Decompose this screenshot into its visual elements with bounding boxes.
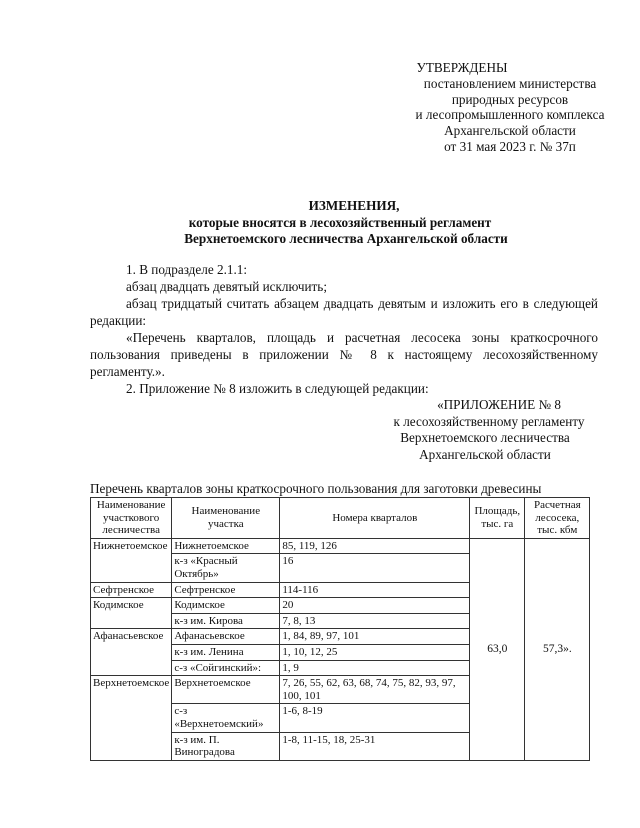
site-cell: Нижнетоемское <box>172 538 280 554</box>
header-quarters: Номера кварталов <box>280 498 470 539</box>
quarters-cell: 16 <box>280 554 470 582</box>
approval-heading: УТВЕРЖДЕНЫ <box>416 60 508 75</box>
paragraph: абзац двадцать девятый исключить; <box>126 279 327 294</box>
table-row <box>91 538 590 554</box>
quarters-cell: 1, 84, 89, 97, 101 <box>280 629 470 645</box>
title-line: Верхнетоемского лесничества Архангельской области <box>184 231 508 246</box>
header-site: Наименование участка <box>172 498 280 539</box>
paragraph: «Перечень кварталов, площадь и расчетная лесосека зоны краткосрочного пользования приведены в приложении № 8 к настоящему лесохозяйственному регламенту.». <box>90 330 598 379</box>
forestry-cell: Верхнетоемское <box>91 676 172 761</box>
site-cell: с-з «Верхнетоемский» <box>172 704 280 732</box>
approval-date: от 31 мая 2023 г. № 37п <box>444 138 576 154</box>
header-area: Площадь, тыс. га <box>470 498 525 539</box>
paragraph: 2. Приложение № 8 изложить в следующей редакции: <box>126 381 429 396</box>
appendix-heading <box>367 397 607 464</box>
document-title <box>0 198 640 248</box>
header-forestry: Наименование участкового лесничества <box>91 498 172 539</box>
quarters-cell: 1-8, 11-15, 18, 25-31 <box>280 732 470 760</box>
quarters-cell: 7, 8, 13 <box>280 613 470 629</box>
paragraph: 1. В подразделе 2.1.1: <box>126 262 248 277</box>
quarters-cell: 1-6, 8-19 <box>280 704 470 732</box>
appendix-line: «ПРИЛОЖЕНИЕ № 8 <box>437 397 561 412</box>
approval-line: и лесопромышленного комплекса <box>415 107 605 123</box>
site-cell: Верхнетоемское <box>172 676 280 704</box>
paragraph: абзац тридцатый считать абзацем двадцать девятым и изложить его в следующей редакции: <box>90 296 598 328</box>
site-cell: к-з им. Ленина <box>172 644 280 660</box>
quarters-table <box>90 497 590 761</box>
cut-cell: 57,3». <box>525 538 590 760</box>
site-cell: Афанасьевское <box>172 629 280 645</box>
forestry-cell: Нижнетоемское <box>91 538 172 582</box>
quarters-cell: 20 <box>280 598 470 614</box>
approval-line: постановлением министерства <box>423 75 597 91</box>
header-cut: Расчетная лесосека, тыс. кбм <box>525 498 590 539</box>
quarters-cell: 114-116 <box>280 582 470 598</box>
title-line: которые вносятся в лесохозяйственный регламент <box>188 214 492 230</box>
site-cell: Кодимское <box>172 598 280 614</box>
quarters-cell: 1, 10, 12, 25 <box>280 644 470 660</box>
site-cell: к-з «Красный Октябрь» <box>172 554 280 582</box>
site-cell: к-з им. П. Виноградова <box>172 732 280 760</box>
document-body <box>90 261 598 397</box>
title-line: ИЗМЕНЕНИЯ, <box>308 198 400 213</box>
appendix-line: Архангельской области <box>419 447 551 463</box>
approval-line: Архангельской области <box>444 123 576 139</box>
forestry-cell: Сефтренское <box>91 582 172 598</box>
quarters-cell: 7, 26, 55, 62, 63, 68, 74, 75, 82, 93, 97, 100, 101 <box>280 676 470 704</box>
site-cell: к-з им. Кирова <box>172 613 280 629</box>
area-cell: 63,0 <box>470 538 525 760</box>
appendix-line: Верхнетоемского лесничества <box>400 430 570 446</box>
quarters-cell: 1, 9 <box>280 660 470 676</box>
appendix-line: к лесохозяйственному регламенту <box>393 413 585 429</box>
table-header-row <box>91 498 590 539</box>
approval-line: природных ресурсов <box>451 91 569 107</box>
forestry-cell: Кодимское <box>91 598 172 629</box>
quarters-cell: 85, 119, 126 <box>280 538 470 554</box>
forestry-cell: Афанасьевское <box>91 629 172 676</box>
site-cell: с-з «Сойгинский»: <box>172 660 280 676</box>
site-cell: Сефтренское <box>172 582 280 598</box>
table-caption: Перечень кварталов зоны краткосрочного пользования для заготовки древесины <box>90 481 542 496</box>
approval-block <box>340 60 640 155</box>
